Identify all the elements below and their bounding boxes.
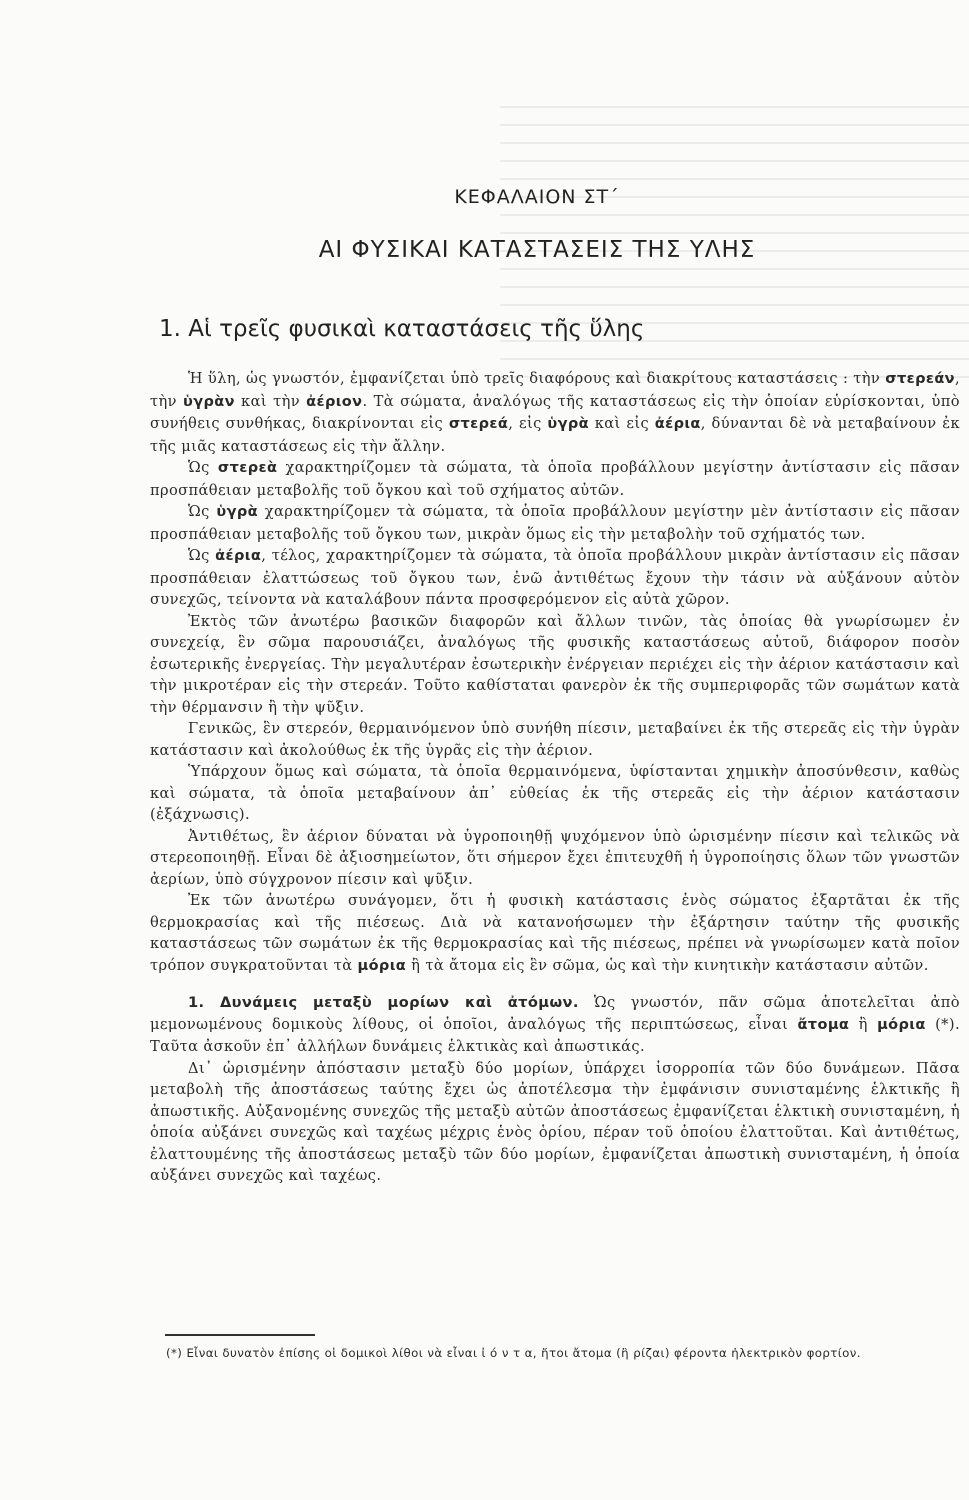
chapter-title: ΑΙ ΦΥΣΙΚΑΙ ΚΑΤΑΣΤΑΣΕΙΣ ΤΗΣ ΥΛΗΣ — [318, 237, 756, 263]
paragraph: Ἐκ τῶν ἀνωτέρω συνάγομεν, ὅτι ἡ φυσικὴ κατάστασις ἑνὸς σώματος ἐξαρτᾶται ἐκ τῆς θερμοκρασίας καὶ τῆς πιέσεως. Διὰ νὰ κατανοήσωμεν τὴν ἐξάρτησιν ταύτην τῆς φυσικῆς καταστάσεως τῶν σωμάτων ἐκ τῆς θερμοκρασίας καὶ τῆς πιέσεως, πρέπει νὰ γνωρίσωμεν κατὰ ποῖον τρόπον συγκρατοῦνται τὰ μόρια ἢ τὰ ἄτομα εἰς ἓν σῶμα, ὡς καὶ τὴν κινητικὴν κατάστασιν αὐτῶν. — [150, 892, 960, 974]
paragraph: Ὡς ἀέρια, τέλος, χαρακτηρίζομεν τὰ σώματα, τὰ ὁποῖα προβάλλουν μικρὰν ἀντίστασιν εἰς πᾶσαν προσπάθειαν ἐλαττώσεως τοῦ ὄγκου των, ἐνῶ ἀντιθέτως ἔχουν τὴν τάσιν νὰ αὐξάνουν αὐτὸν συνεχῶς, τείνοντα νὰ καταλάβουν πάντα προσφερόμενον εἰς αὐτὰ χῶρον. — [150, 547, 960, 608]
paragraph: Ὡς ὑγρὰ χαρακτηρίζομεν τὰ σώματα, τὰ ὁποῖα προβάλλουν μεγίστην μὲν ἀντίστασιν εἰς πᾶσαν προσπάθειαν μεταβολῆς τοῦ ὄγκου των, μικρὰν ὅμως εἰς τὴν μεταβολὴν τοῦ σχήματός των. — [150, 503, 960, 543]
paragraph: Ἡ ὕλη, ὡς γνωστόν, ἐμφανίζεται ὑπὸ τρεῖς διαφόρους καὶ διακρίτους καταστάσεις : τὴν στερεάν, τὴν ὑγρὰν καὶ τὴν ἀέριον. Τὰ σώματα, ἀναλόγως τῆς καταστάσεως εἰς τὴν ὁποίαν εὑρίσκονται, ὑπὸ συνήθεις συνθήκας, διακρίνονται εἰς στερεά, εἰς ὑγρὰ καὶ εἰς ἀέρια, δύνανται δὲ νὰ μεταβαίνουν ἐκ τῆς μιᾶς καταστάσεως εἰς τὴν ἄλλην. — [150, 370, 961, 455]
chapter-label: ΚΕΦΑΛΑΙΟΝ ΣΤ΄ — [454, 186, 620, 208]
paragraph: Γενικῶς, ἓν στερεόν, θερμαινόμενον ὑπὸ συνήθη πίεσιν, μεταβαίνει ἐκ τῆς στερεᾶς εἰς τὴν ὑγρὰν κατάστασιν καὶ ἀκολούθως ἐκ τῆς ὑγρᾶς εἰς τὴν ἀέριον. — [150, 720, 960, 759]
paragraph: Ὑπάρχουν ὅμως καὶ σώματα, τὰ ὁποῖα θερμαινόμενα, ὑφίστανται χημικὴν ἀποσύνθεσιν, καθὼς καὶ σώματα, τὰ ὁποῖα μεταβαίνουν ἀπ᾽ εὐθείας ἐκ τῆς στερεᾶς εἰς τὴν ἀέριον κατάστασιν (ἐξάχνωσις). — [150, 763, 960, 823]
paragraph: Ἐκτὸς τῶν ἀνωτέρω βασικῶν διαφορῶν καὶ ἄλλων τινῶν, τὰς ὁποίας θὰ γνωρίσωμεν ἐν συνεχείᾳ, ἓν σῶμα παρουσιάζει, ἀναλόγως τῆς φυσικῆς καταστάσεως αὐτοῦ, διάφορον ποσὸν ἐσωτερικῆς ἐνεργείας. Τὴν μεγαλυτέραν ἐσωτερικὴν ἐνέργειαν περιέχει εἰς τὴν ἀέριον κατάστασιν καὶ τὴν μικροτέραν εἰς τὴν στερεάν. Τοῦτο καθίσταται φανερὸν ἐκ τῆς συμπεριφορᾶς τῶν σωμάτων κατὰ τὴν θέρμανσιν ἢ τὴν ψῦξιν. — [150, 612, 960, 716]
subsection-heading: 1. Δυνάμεις μεταξὺ μορίων καὶ ἀτόμων. — [188, 994, 579, 1011]
footnote: (*) Εἶναι δυνατὸν ἐπίσης οἱ δομικοὶ λίθοι νὰ εἶναι ἰ ό ν τ α, ἤτοι ἄτομα (ἢ ρίζαι) φέροντα ἠλεκτρικὸν φορτίον. — [166, 1346, 861, 1360]
paragraph: 1. Δυνάμεις μεταξὺ μορίων καὶ ἀτόμων. Ὡς γνωστόν, πᾶν σῶμα ἀποτελεῖται ἀπὸ μεμονωμένους δομικοὺς λίθους, οἱ ὁποῖοι, ἀναλόγως τῆς περιπτώσεως, εἶναι ἄτομα ἢ μόρια (*). Ταῦτα ἀσκοῦν ἐπ᾽ ἀλλήλων δυνάμεις ἑλκτικὰς καὶ ἀπωστικάς. — [150, 994, 960, 1055]
paragraph: Ὡς στερεὰ χαρακτηρίζομεν τὰ σώματα, τὰ ὁποῖα προβάλλουν μεγίστην ἀντίστασιν εἰς πᾶσαν προσπάθειαν μεταβολῆς τοῦ ὄγκου καὶ τοῦ σχήματος αὐτῶν. — [150, 459, 960, 499]
paragraph: Ἀντιθέτως, ἓν ἀέριον δύναται νὰ ὑγροποιηθῇ ψυχόμενον ὑπὸ ὡρισμένην πίεσιν καὶ τελικῶς νὰ στερεοποιηθῇ. Εἶναι δὲ ἀξιοσημείωτον, ὅτι σήμερον ἔχει ἐπιτευχθῆ ἡ ὑγροποίησις ὅλων τῶν γνωστῶν ἀερίων, ὑπὸ σύγχρονον πίεσιν καὶ ψῦξιν. — [150, 827, 960, 888]
body-text — [150, 368, 960, 1187]
section-heading: 1. Αἱ τρεῖς φυσικαὶ καταστάσεις τῆς ὕλης — [159, 316, 645, 342]
paragraph: Δι᾽ ὡρισμένην ἀπόστασιν μεταξὺ δύο μορίων, ὑπάρχει ἰσορροπία τῶν δύο δυνάμεων. Πᾶσα μεταβολὴ τῆς ἀποστάσεως ταύτης ἔχει ὡς ἀποτέλεσμα τὴν ἐμφάνισιν συνισταμένης ἑλκτικῆς ἢ ἀπωστικῆς. Αὐξανομένης συνεχῶς τῆς μεταξὺ αὐτῶν ἀποστάσεως ἐμφανίζεται ἑλκτικὴ συνισταμένη, ἡ ὁποία αὐξάνει συνεχῶς καὶ ταχέως μέχρις ἑνὸς ὁρίου, πέραν τοῦ ὁποίου ἐλαττοῦται. Καὶ ἀντιθέτως, ἐλαττουμένης τῆς ἀποστάσεως μεταξὺ τῶν δύο μορίων, ἐμφανίζεται ἀπωστικὴ συνισταμένη, ἡ ὁποία αὐξάνει συνεχῶς καὶ ταχέως. — [150, 1059, 960, 1184]
spacer — [150, 977, 960, 992]
footnote-rule — [165, 1334, 315, 1336]
